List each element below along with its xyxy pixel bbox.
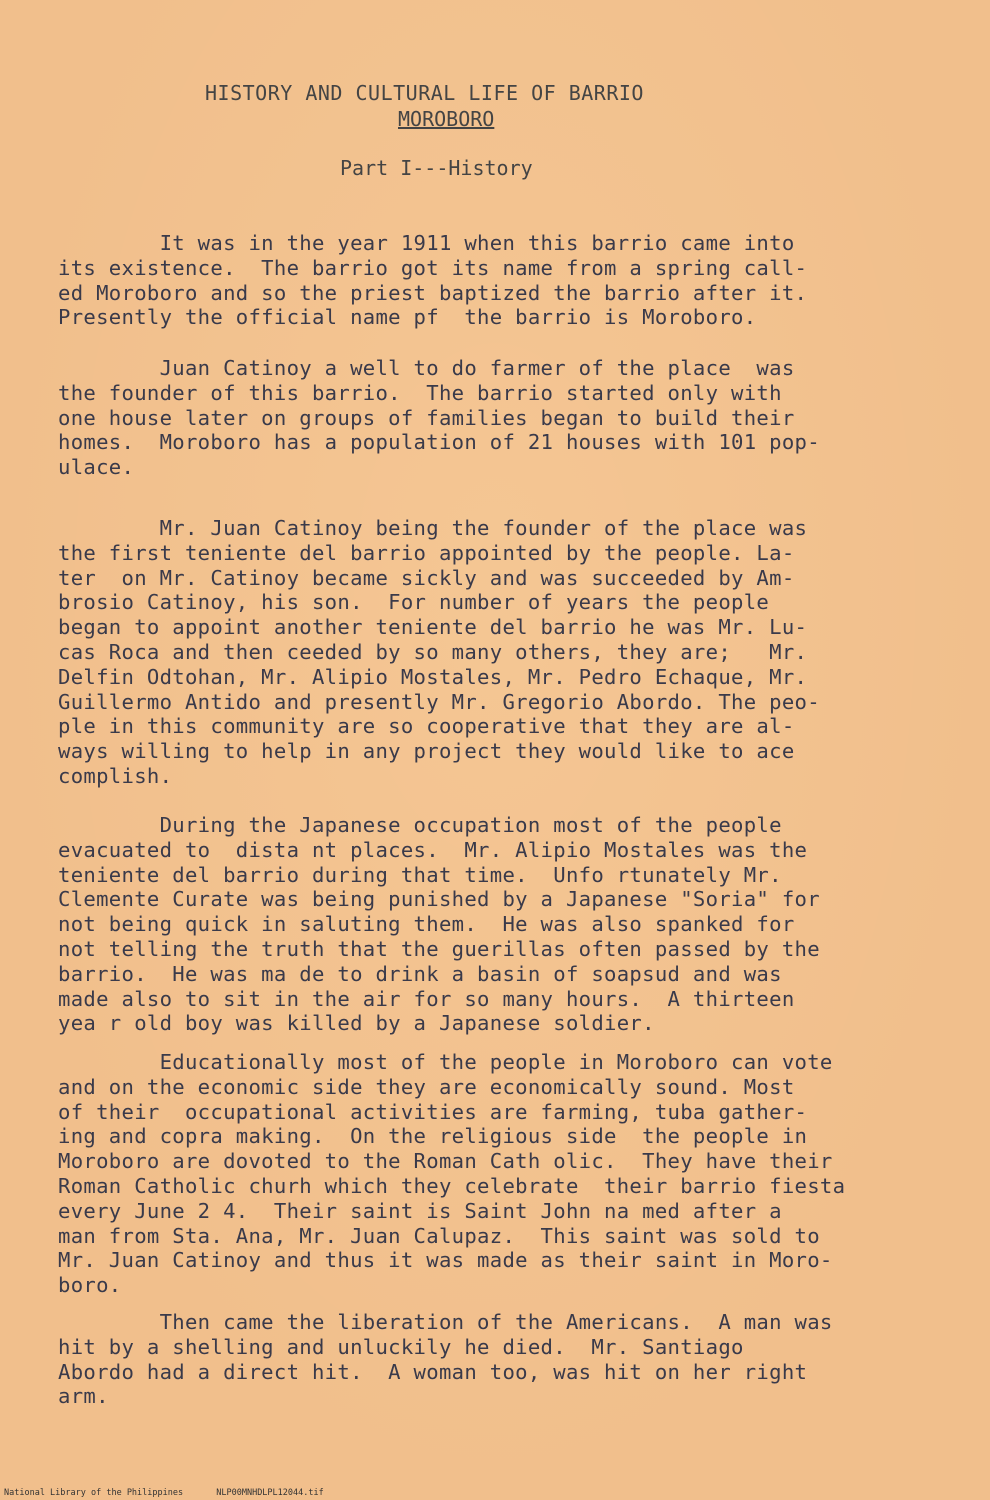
paragraph-tenientes xyxy=(58,516,953,789)
paragraph-line: of their occupational activities are farming, tuba gather- xyxy=(58,1099,808,1124)
paragraph-education-religion xyxy=(58,1050,953,1298)
paragraph-line: hit by a shelling and unluckily he died. Mr. Santiago xyxy=(58,1334,744,1359)
paragraph-line: brosio Catinoy, his son. For number of years the people xyxy=(58,590,770,615)
paragraph-origin xyxy=(58,231,953,330)
paragraph-line: man from Sta. Ana, Mr. Juan Calupaz. This saint was sold to xyxy=(58,1223,820,1248)
paragraph-line: Mr. Juan Catinoy and thus it was made as their saint in Moro- xyxy=(58,1248,833,1273)
paragraph-line: ter on Mr. Catinoy became sickly and was succeeded by Am- xyxy=(58,565,795,590)
document-subtitle: MOROBORO xyxy=(398,107,495,131)
paragraph-line: the first teniente del barrio appointed by the people. La- xyxy=(58,540,795,565)
paragraph-line: Educationally most of the people in Moroboro can vote xyxy=(58,1050,833,1074)
paragraph-line: Mr. Juan Catinoy being the founder of the place was xyxy=(58,516,808,540)
paragraph-line: During the Japanese occupation most of the people xyxy=(58,813,782,837)
paragraph-line: Clemente Curate was being punished by a Japanese "Soria" for xyxy=(58,887,820,912)
footer-library: National Library of the Philippines xyxy=(4,1488,184,1498)
paragraph-line: cas Roca and then ceeded by so many others, they are; Mr. xyxy=(58,639,808,664)
part-heading: Part I---History xyxy=(340,156,533,180)
paragraph-line: Guillermo Antido and presently Mr. Gregorio Abordo. The peo- xyxy=(58,689,820,714)
paragraph-line: teniente del barrio during that time. Unfo rtunately Mr. xyxy=(58,862,782,887)
scan-footer xyxy=(4,1488,352,1498)
paragraph-line: ing and copra making. On the religious side the people in xyxy=(58,1124,808,1149)
paragraph-line: evacuated to dista nt places. Mr. Alipio Mostales was the xyxy=(58,837,808,862)
paragraph-line: Moroboro are dovoted to the Roman Cath olic. They have their xyxy=(58,1149,833,1174)
paragraph-line: Then came the liberation of the Americans. A man was xyxy=(58,1310,833,1334)
paragraph-line: Juan Catinoy a well to do farmer of the place was xyxy=(58,356,795,380)
paragraph-line: Presently the official name pf the barrio is Moroboro. xyxy=(58,305,757,330)
paragraph-line: and on the economic side they are economically sound. Most xyxy=(58,1074,795,1099)
footer-filename: NLP00MNHDLPL12044.tif xyxy=(216,1488,324,1498)
paragraph-line: the founder of this barrio. The barrio started only with xyxy=(58,380,782,405)
paragraph-line: It was in the year 1911 when this barrio came into xyxy=(58,231,795,255)
paragraph-line: complish. xyxy=(58,763,173,788)
paragraph-line: Roman Catholic churh which they celebrate their barrio fiesta xyxy=(58,1173,846,1198)
paragraph-line: ple in this community are so cooperative that they are al- xyxy=(58,714,795,739)
paragraph-line: homes. Moroboro has a population of 21 houses with 101 pop- xyxy=(58,430,820,455)
paragraph-line: ulace. xyxy=(58,455,135,480)
paragraph-line: not being quick in saluting them. He was also spanked for xyxy=(58,912,795,937)
paragraph-japanese-occupation xyxy=(58,813,953,1036)
paragraph-line: began to appoint another teniente del barrio he was Mr. Lu- xyxy=(58,615,808,640)
paragraph-line: Abordo had a direct hit. A woman too, was hit on her right xyxy=(58,1359,808,1384)
paragraph-line: arm. xyxy=(58,1384,109,1409)
paragraph-founder xyxy=(58,356,953,480)
paragraph-line: not telling the truth that the guerillas often passed by the xyxy=(58,936,820,961)
document-title: HISTORY AND CULTURAL LIFE OF BARRIO xyxy=(205,81,644,105)
paragraph-line: boro. xyxy=(58,1273,122,1298)
paragraph-line: made also to sit in the air for so many hours. A thirteen xyxy=(58,986,795,1011)
paragraph-liberation xyxy=(58,1310,953,1409)
paragraph-line: every June 2 4. Their saint is Saint John na med after a xyxy=(58,1198,782,1223)
paragraph-line: yea r old boy was killed by a Japanese soldier. xyxy=(58,1011,655,1036)
paragraph-line: Delfin Odtohan, Mr. Alipio Mostales, Mr. Pedro Echaque, Mr. xyxy=(58,664,808,689)
paragraph-line: its existence. The barrio got its name from a spring call- xyxy=(58,255,808,280)
paragraph-line: ways willing to help in any project they would like to ace xyxy=(58,739,795,764)
paragraph-line: ed Moroboro and so the priest baptized the barrio after it. xyxy=(58,280,808,305)
paragraph-line: barrio. He was ma de to drink a basin of soapsud and was xyxy=(58,961,782,986)
paragraph-line: one house later on groups of families began to build their xyxy=(58,405,795,430)
